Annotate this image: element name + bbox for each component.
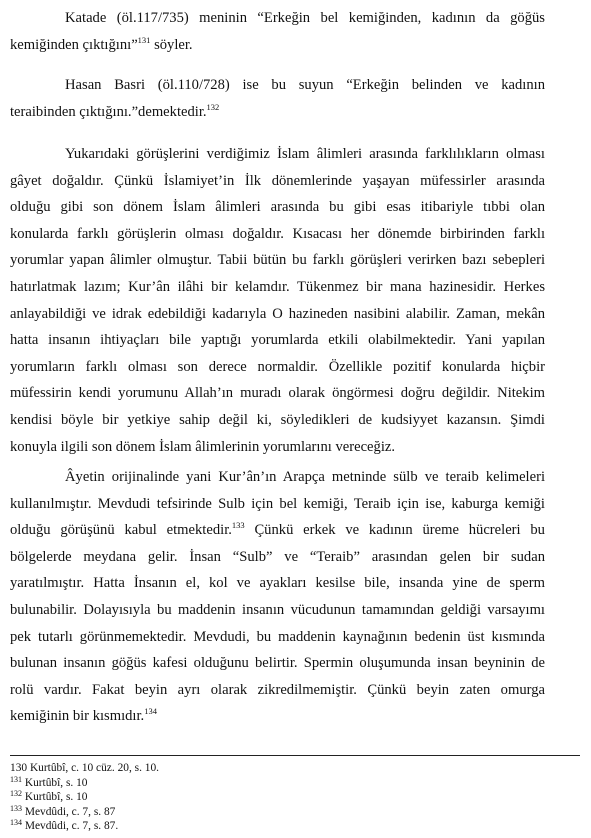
text-line: Katade (öl.117/735) meninin “Erkeğin bel kemiğinden, kadının da göğüs — [65, 10, 545, 26]
footnote-number: 133 — [10, 803, 22, 813]
footnote-item — [10, 790, 159, 805]
text-line: Hasan Basri (öl.110/728) ise bu suyun “Erkeğin belinden ve kadının — [65, 77, 545, 93]
text-line: kullanılmıştır. Mevdudi tefsirinde Sulb için bel kemiği, Teraib için ise, kaburga kemiği — [10, 495, 545, 512]
footnote-number: 130 — [10, 762, 28, 774]
footnote-item — [10, 761, 159, 776]
text-line: teraibinden çıktığını.”demektedir.$^{132}$ — [10, 101, 220, 120]
paragraph-katade — [10, 5, 545, 58]
footnote-ref[interactable]: 131 — [137, 34, 151, 45]
text-line: hatırlatmak lazım; Kur’ân ilâhi bir kelamdır. Tükenmez bir mana hazinesidir. Herkes — [10, 278, 545, 295]
text-line: konuyla ilgili son dönem İslam âlimlerinin yorumlarını vereceğiz. — [10, 438, 396, 455]
footnote-ref[interactable]: 134 — [144, 706, 157, 717]
text-line: yorumlar yapan âlimler olmuştur. Tabii bütün bu farklı görüşleri verirken bazı sebepleri — [10, 252, 545, 269]
text-line: yorumların farklı olması son derece normaldir. Özellikle pozitif konularda hiçbir — [10, 358, 545, 375]
footnote-text: Kurtûbî, s. 10 — [22, 791, 88, 804]
text-line: kendisi böyle bir yetkiye sahip değil ki, söyledikleri de kudsiyyet kazansın. Şimdi — [10, 411, 545, 428]
text-line: anlayabildiği ve idrak edebildiği kadarıyla O hazineden nasibini alabilir. Zaman, mekân — [10, 305, 545, 322]
paragraph-hasan-basri — [10, 72, 545, 125]
footnote-item — [10, 805, 159, 820]
footnote-number: 131 — [10, 774, 22, 784]
text-line: bulunan insanın göğüs kafesi olduğunu belirtir. Spermin oluşumunda insan beyninin de — [10, 655, 545, 672]
footnote-number: 132 — [10, 789, 22, 799]
text-line: Âyetin orijinalinde yani Kur’ân’ın Arapça metninde sülb ve teraib kelimeleri — [65, 469, 545, 485]
text-line: rolü vardır. Fakat beyin ayrı olarak zikredilmemiştir. Çünkü beyin zaten omurga — [10, 681, 545, 698]
text-line: Yukarıdaki görüşlerini verdiğimiz İslam âlimleri arasında farklılıkların olması — [65, 146, 545, 162]
text-line: gâyet doğaldır. Çünkü İslamiyet’in İlk dönemlerinde yaşayan müfessirler arasında — [10, 172, 545, 189]
text-line: hatta insanın ihtiyaçları bile yaptığı yorumlarda etkili olabilmektedir. Yani yapılan — [10, 332, 545, 349]
footnote-separator — [10, 755, 580, 756]
footnote-text: Kurtûbî, s. 10 — [22, 776, 88, 789]
text-line: bölgelerde meydana gelir. İnsan “Sulb” ve “Teraib” arasından gelen bir sudan — [10, 548, 545, 565]
footnote-text: Mevdûdi, c. 7, s. 87. — [22, 820, 119, 833]
paragraph-scholar-views — [10, 141, 545, 460]
text-line: olduğu gibi son dönem İslam âlimleri arasında bu gibi esas itibariyle tıbbi olan — [10, 199, 545, 216]
text-line: konularda farklı görüşlerin olması doğaldır. Kısacası her dönemde birbirinden farklı — [10, 225, 545, 242]
text-line: müfessirin kendi yorumunu Allah’ın muradı olarak öngörmesi doğru değildir. Nitekim — [10, 385, 545, 402]
text-line: olduğu görüşünü kabul etmektedir.$^{133}$ Çünkü erkek ve kadının üreme hücreleri bu — [10, 520, 545, 539]
text-line: kemiğinin bir kısmıdır.$^{134}$ — [10, 706, 157, 725]
footnote-number: 134 — [10, 818, 22, 828]
text-line: kemiğinden çıktığını”$^{131}$ söyler. — [10, 34, 193, 53]
text-line: pek tutarlı görünmemektedir. Mevdudi, bu maddenin kaynağının bedenin üst kısmında — [10, 628, 545, 645]
footnote-item — [10, 819, 159, 834]
footnote-item — [10, 776, 159, 791]
footnote-ref[interactable]: 132 — [206, 101, 220, 112]
footnote-text: Mevdûdi, c. 7, s. 87 — [22, 805, 116, 818]
text-line: bulunabilir. Dolayısıyla bu maddenin insanın vücudunun tamamından geldiği varsayımı — [10, 601, 545, 618]
paragraph-sulb-teraib — [10, 464, 545, 730]
footnote-text: Kurtûbî, c. 10 cüz. 20, s. 10. — [27, 762, 160, 774]
text-line: yaratılmıştır. Hatta İnsanın el, kol ve ayakları kesilse bile, insanda yine de sperm — [10, 575, 545, 592]
footnotes — [10, 761, 159, 834]
footnote-ref[interactable]: 133 — [231, 520, 245, 531]
